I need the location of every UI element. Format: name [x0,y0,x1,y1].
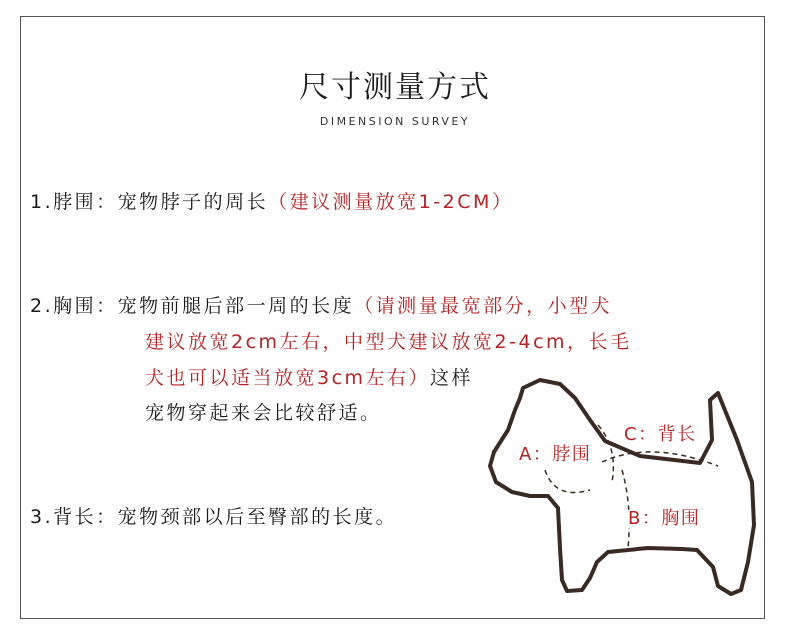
label-b-chest: B：胸围 [628,508,701,529]
neck-note: （建议测量放宽1-2CM） [268,191,514,213]
label-a-neck: A：脖围 [519,444,592,465]
back-label: 3.背长： [30,506,118,528]
chest-tail-1: 这样 [430,367,474,389]
chest-label: 2.胸围： [30,295,118,317]
chest-note-3: 犬也可以适当放宽3cm左右） [145,367,431,389]
back-text: 宠物颈部以后至臀部的长度。 [117,506,398,528]
dog-outline [490,380,754,594]
neck-measure-curve-front [545,470,590,493]
page-title: 尺寸测量方式 [299,70,491,105]
neck-label: 1.脖围： [30,191,118,213]
chest-note-1: （请测量最宽部分，小型犬 [354,295,613,317]
page-subtitle: DIMENSION SURVEY [319,115,471,128]
chest-text: 宠物前腿后部一周的长度 [117,295,355,317]
label-c-back: C：背长 [624,424,697,445]
chest-tail-2: 宠物穿起来会比较舒适。 [145,402,382,424]
neck-text: 宠物脖子的周长 [117,191,269,213]
chest-note-2: 建议放宽2cm左右，中型犬建议放宽2-4cm，长毛 [145,331,632,353]
